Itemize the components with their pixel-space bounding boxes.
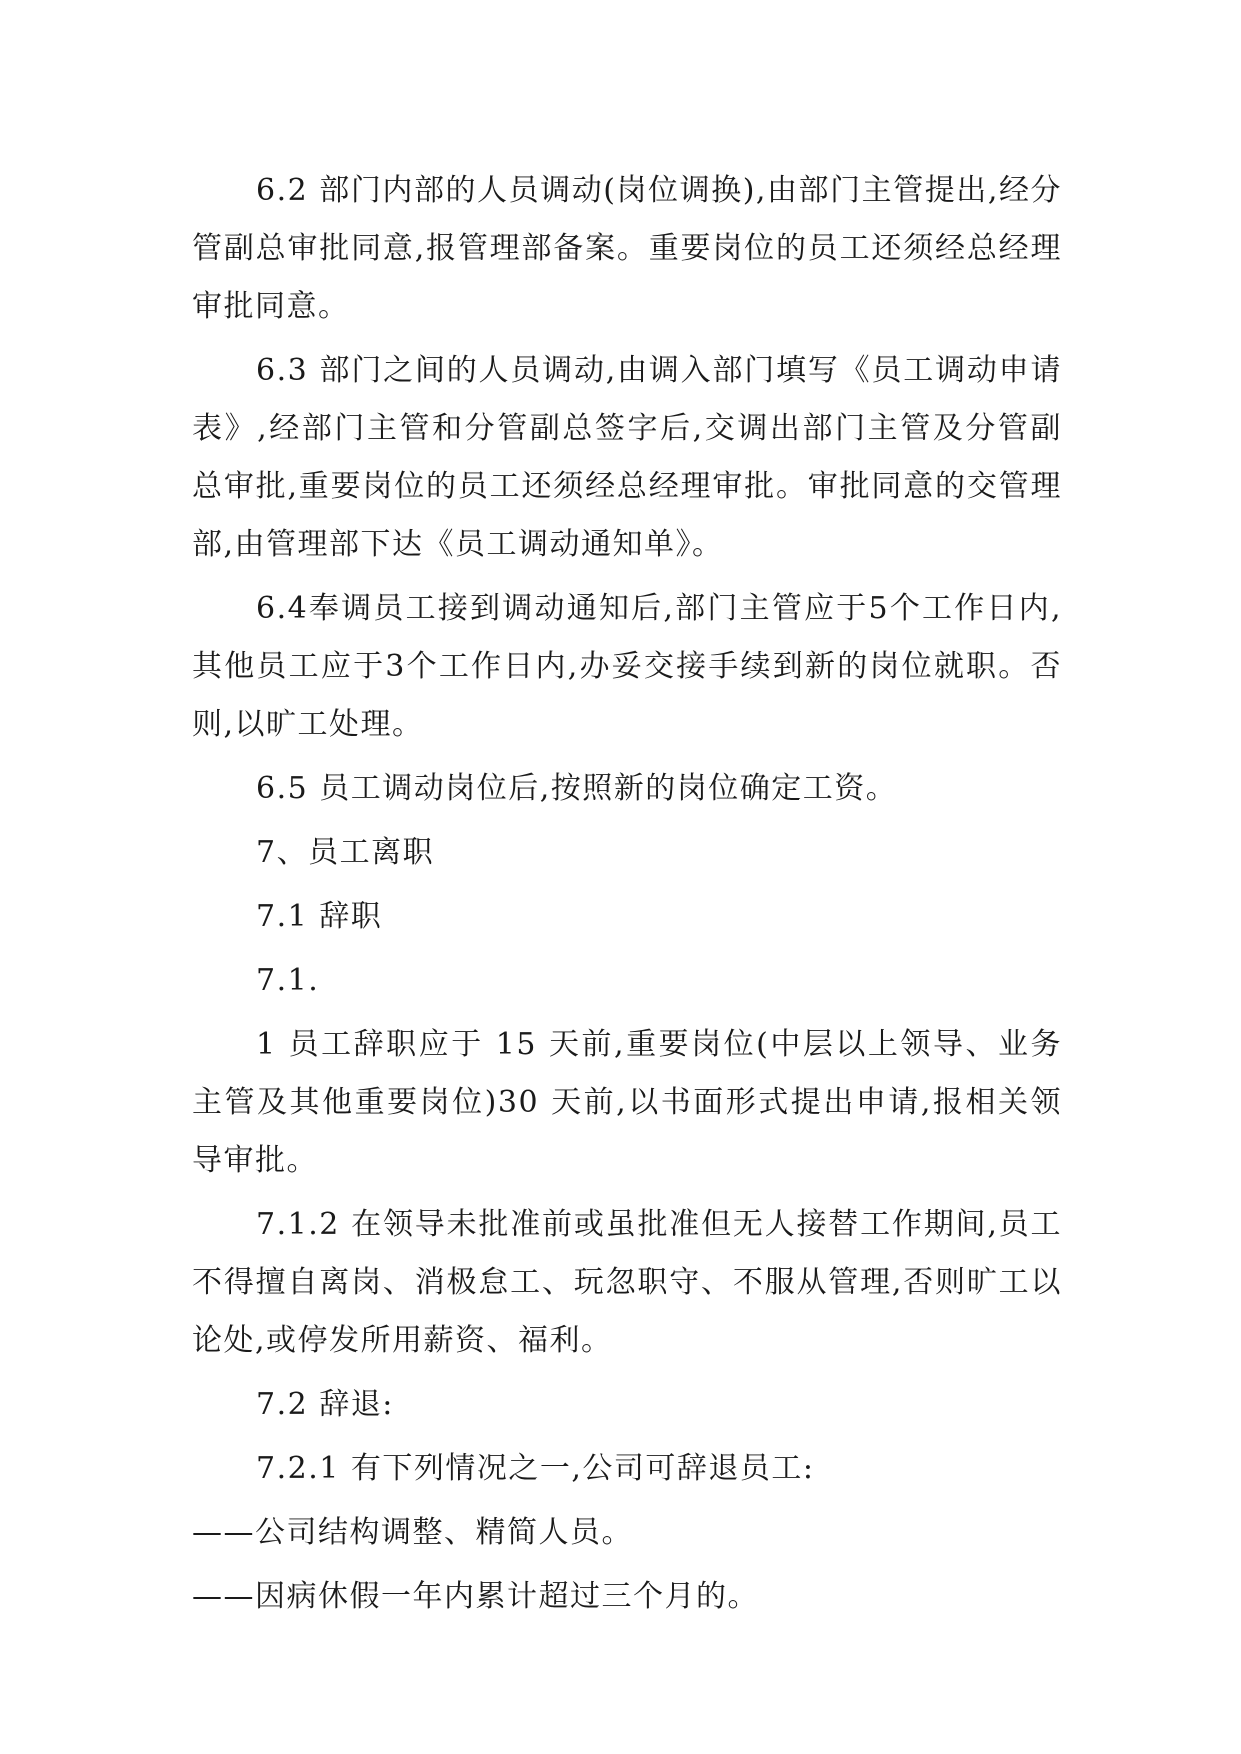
subsection-heading-7-2: 7.2 辞退: xyxy=(256,1387,394,1422)
paragraph-6-5: 6.5 员工调动岗位后,按照新的岗位确定工资。 xyxy=(256,771,898,806)
subsection-heading-7-1: 7.1 辞职 xyxy=(256,899,383,934)
paragraph-7-1-2: 7.1.2 在领导未批准前或虽批准但无人接替工作期间,员工不得擅自离岗、消极怠工、玩忽职守、不服从管理,否则旷工以论处,或停发所用薪资、福利。 xyxy=(192,1207,1062,1358)
paragraph-6-3: 6.3 部门之间的人员调动,由调入部门填写《员工调动申请表》,经部门主管和分管副总签字后,交调出部门主管及分管副总审批,重要岗位的员工还须经总经理审批。审批同意的交管理部,由管理部下达《员工调动通知单》。 xyxy=(192,353,1062,562)
paragraph-7-1-prefix: 7.1. xyxy=(256,963,320,998)
paragraph-6-2: 6.2 部门内部的人员调动(岗位调换),由部门主管提出,经分管副总审批同意,报管理部备案。重要岗位的员工还须经总经理审批同意。 xyxy=(192,173,1062,324)
section-heading-7: 7、员工离职 xyxy=(256,835,435,870)
paragraph-6-4: 6.4奉调员工接到调动通知后,部门主管应于5个工作日内,其他员工应于3个工作日内,办妥交接手续到新的岗位就职。否则,以旷工处理。 xyxy=(192,591,1062,742)
paragraph-7-2-1: 7.2.1 有下列情况之一,公司可辞退员工: xyxy=(256,1451,815,1486)
list-item-restructure: ——公司结构调整、精简人员。 xyxy=(192,1515,633,1550)
paragraph-7-1-1: 1 员工辞职应于 15 天前,重要岗位(中层以上领导、业务主管及其他重要岗位)30 天前,以书面形式提出申请,报相关领导审批。 xyxy=(192,1027,1062,1178)
list-item-sick-leave: ——因病休假一年内累计超过三个月的。 xyxy=(192,1579,759,1614)
document-body xyxy=(192,162,1062,1632)
